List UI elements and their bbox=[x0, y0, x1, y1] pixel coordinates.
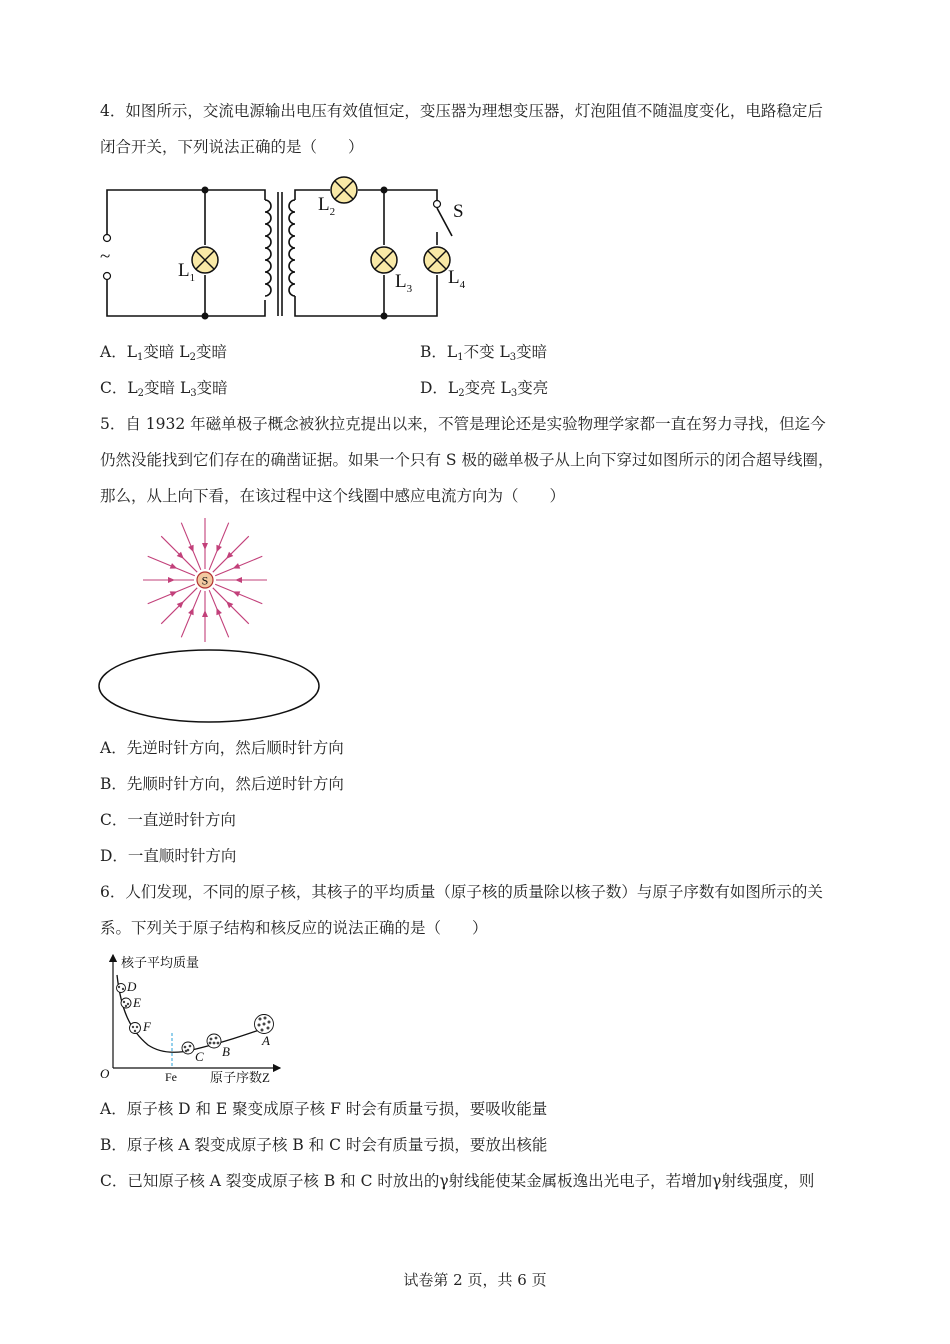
q4-option-c[interactable]: C．$L_2$变暗 $L_3$变暗 bbox=[100, 379, 228, 399]
point-label-a: A bbox=[262, 1033, 270, 1048]
svg-text:L1: $L_1$ bbox=[178, 260, 196, 284]
q4-option-b[interactable]: B．$L_1$不变 $L_3$变暗 bbox=[420, 343, 548, 363]
q6-option-b[interactable]: B．原子核 A 裂变成原子核 B 和 C 时会有质量亏损，要放出核能 bbox=[100, 1136, 548, 1154]
graph-ylabel: 核子平均质量 bbox=[121, 955, 200, 970]
svg-text:L3: $L_3$ bbox=[395, 271, 413, 295]
q5-option-c[interactable]: C．一直逆时针方向 bbox=[100, 811, 236, 829]
point-label-d: D bbox=[127, 979, 137, 994]
field-arrow bbox=[235, 577, 242, 583]
graph-fe-label: Fe bbox=[165, 1070, 177, 1084]
q5-stem-line3: 那么，从上向下看，在该过程中这个线圈中感应电流方向为（ ） bbox=[100, 487, 566, 505]
q4-stem-line1: 4．如图所示，交流电源输出电压有效值恒定，变压器为理想变压器，灯泡阻值不随温度变化，电路稳定后 bbox=[100, 102, 823, 120]
q5-monopole-diagram bbox=[95, 515, 335, 730]
field-arrow bbox=[202, 543, 208, 550]
q5-option-d[interactable]: D．一直顺时针方向 bbox=[100, 847, 237, 865]
graph-xlabel: 原子序数Z bbox=[210, 1070, 270, 1085]
page-footer: 试卷第 2 页，共 6 页 bbox=[403, 1271, 547, 1289]
switch-label: S bbox=[453, 201, 464, 222]
q5-stem-line2: 仍然没能找到它们存在的确凿证据。如果一个只有 S 极的磁单极子从上向下穿过如图所示的闭合超导线圈， bbox=[100, 451, 834, 469]
svg-text:L2: $L_2$ bbox=[318, 194, 336, 218]
q4-option-a[interactable]: A．$L_1$变暗 $L_2$变暗 bbox=[100, 343, 227, 363]
point-label-f: F bbox=[143, 1019, 151, 1034]
q4-option-d[interactable]: D．$L_2$变亮 $L_3$变亮 bbox=[420, 379, 549, 399]
monopole-label: S bbox=[201, 573, 209, 588]
point-label-b: B bbox=[222, 1044, 230, 1059]
q5-option-b[interactable]: B．先顺时针方向，然后逆时针方向 bbox=[100, 775, 344, 793]
point-label-c: C bbox=[195, 1049, 204, 1064]
q5-stem-line1: 5．自 1932 年磁单极子概念被狄拉克提出以来，不管是理论还是实验物理学家都一直在努力寻找，但迄今 bbox=[100, 415, 826, 433]
q6-option-a[interactable]: A．原子核 D 和 E 聚变成原子核 F 时会有质量亏损，要吸收能量 bbox=[100, 1100, 548, 1118]
field-arrow bbox=[168, 577, 175, 583]
svg-text:L4: $L_4$ bbox=[448, 267, 466, 291]
q4-stem-line2: 闭合开关，下列说法正确的是（ ） bbox=[100, 138, 364, 156]
graph-origin: O bbox=[100, 1066, 110, 1081]
ac-source-symbol: ~ bbox=[100, 246, 111, 267]
q6-stem-line1: 6．人们发现，不同的原子核，其核子的平均质量（原子核的质量除以核子数）与原子序数有如图所示的关 bbox=[100, 883, 823, 901]
q4-circuit-diagram bbox=[95, 172, 475, 327]
q6-stem-line2: 系。下列关于原子结构和核反应的说法正确的是（ ） bbox=[100, 919, 488, 937]
q6-option-c[interactable]: C．已知原子核 A 裂变成原子核 B 和 C 时放出的γ射线能使某金属板逸出光电子，若增加γ射线强度，则 bbox=[100, 1172, 815, 1190]
point-label-e: E bbox=[133, 995, 141, 1010]
q5-option-a[interactable]: A．先逆时针方向，然后顺时针方向 bbox=[100, 739, 344, 757]
q6-binding-graph bbox=[95, 948, 295, 1088]
field-arrow bbox=[202, 610, 208, 617]
superconducting-coil bbox=[99, 650, 319, 722]
